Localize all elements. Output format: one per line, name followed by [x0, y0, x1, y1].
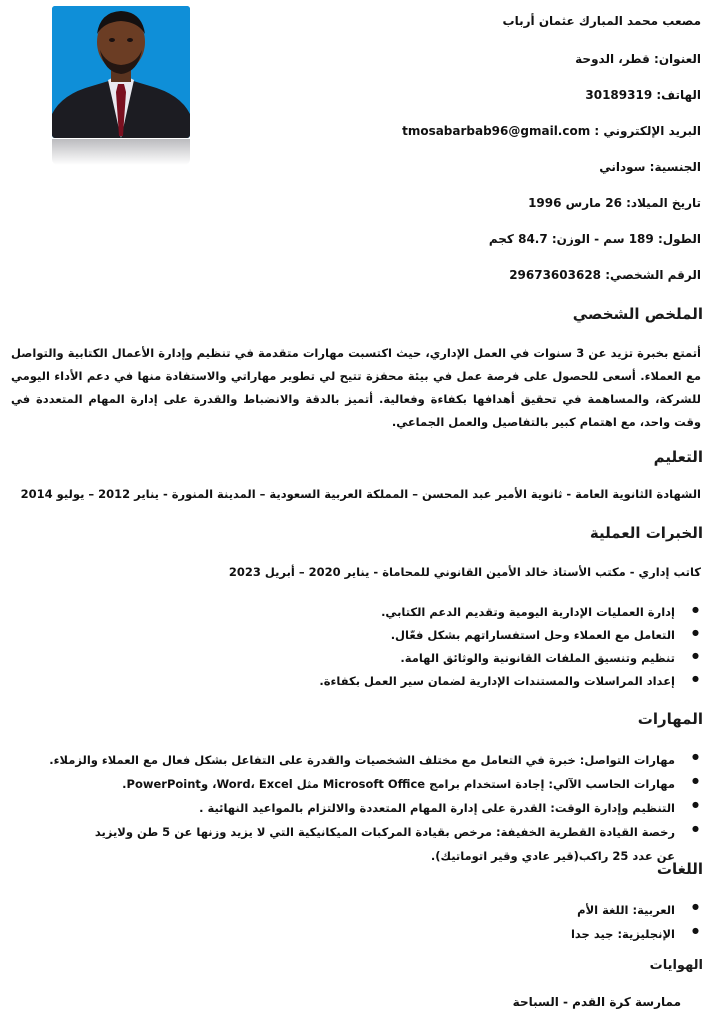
summary-heading: الملخص الشخصي — [572, 305, 703, 323]
nationality: الجنسية: سوداني — [599, 160, 701, 174]
id-number: الرقم الشخصي: 29673603628 — [509, 268, 701, 282]
experience-title: كاتب إداري - مكتب الأستاذ خالد الأمين القانوني للمحاماة - يناير 2020 – أبريل 2023 — [228, 565, 701, 579]
list-item: ● التنظيم وإدارة الوقت: القدرة على إدارة المهام المتعددة والالتزام بالمواعيد النهائية . — [49, 796, 675, 820]
full-name: مصعب محمد المبارك عثمان أرباب — [502, 14, 701, 28]
list-item: ● العربية: اللغة الأم — [571, 898, 675, 922]
person-photo-icon — [52, 6, 190, 138]
experience-heading: الخبرات العملية — [589, 524, 703, 542]
list-item: ● مهارات التواصل: خبرة في التعامل مع مختلف الشخصيات والقدرة على التفاعل بشكل فعال مع العملاء والزملاء. — [49, 748, 675, 772]
photo-reflection — [52, 139, 190, 165]
skills-list — [49, 748, 675, 868]
list-item: ● إعداد المراسلات والمستندات الإدارية لضمان سير العمل بكفاءة. — [319, 670, 675, 693]
address: العنوان: قطر، الدوحة — [575, 52, 701, 66]
hobbies-heading: الهوايات — [649, 958, 703, 973]
profile-photo — [52, 6, 190, 138]
summary-text: أتمتع بخبرة تزيد عن 3 سنوات في العمل الإداري، حيث اكتسبت مهارات متقدمة في تنظيم وإدارة الأعمال الكتابية والتواصل مع العملاء. أسعى للحصول على فرصة عمل في بيئة محفزة تتيح لي تطوير مهاراتي والاستفادة منها في دعم الأداء اليومي للشركة، والمساهمة في تحقيق أهدافها بكفاءة وفعالية. أتميز بالدقة والانضباط والقدرة على إدارة المهام المتعددة في وقت واحد، مع اهتمام كبير بالتفاصيل والعمل الجماعي. — [11, 346, 701, 429]
birthdate: تاريخ الميلاد: 26 مارس 1996 — [528, 196, 701, 210]
hobbies-text: ممارسة كرة القدم - السباحة — [512, 995, 681, 1009]
list-item: ● إدارة العمليات الإدارية اليومية وتقديم الدعم الكتابي. — [319, 601, 675, 624]
languages-list — [571, 898, 675, 946]
experience-list — [319, 601, 675, 693]
list-item: ● تنظيم وتنسيق الملفات القانونية والوثائق الهامة. — [319, 647, 675, 670]
education-heading: التعليم — [653, 448, 703, 466]
email: البريد الإلكتروني : tmosabarbab96@gmail.com — [402, 124, 701, 138]
education-line: الشهادة الثانوية العامة - ثانوية الأمير عبد المحسن – المملكة العربية السعودية – المدينة المنورة - يناير 2012 – يوليو 2014 — [20, 487, 701, 501]
phone: الهاتف: 30189319 — [585, 88, 701, 102]
languages-heading: اللغات — [656, 860, 703, 878]
list-item: ● الإنجليزية: جيد جدا — [571, 922, 675, 946]
skills-heading: المهارات — [637, 710, 703, 728]
list-item: ● رخصة القيادة القطرية الخفيفة: مرخص بقيادة المركبات الميكانيكية التي لا يزيد وزنها عن 5 طن ولايزيد عن عدد 25 راكب(قير عادي وقير اتوماتيك). — [75, 820, 675, 868]
height-weight: الطول: 189 سم - الوزن: 84.7 كجم — [488, 232, 701, 246]
list-item: ● مهارات الحاسب الآلي: إجادة استخدام برامج Microsoft Office مثل Word، Excel، وPowerPoint. — [49, 772, 675, 796]
list-item: ● التعامل مع العملاء وحل استفساراتهم بشكل فعّال. — [319, 624, 675, 647]
